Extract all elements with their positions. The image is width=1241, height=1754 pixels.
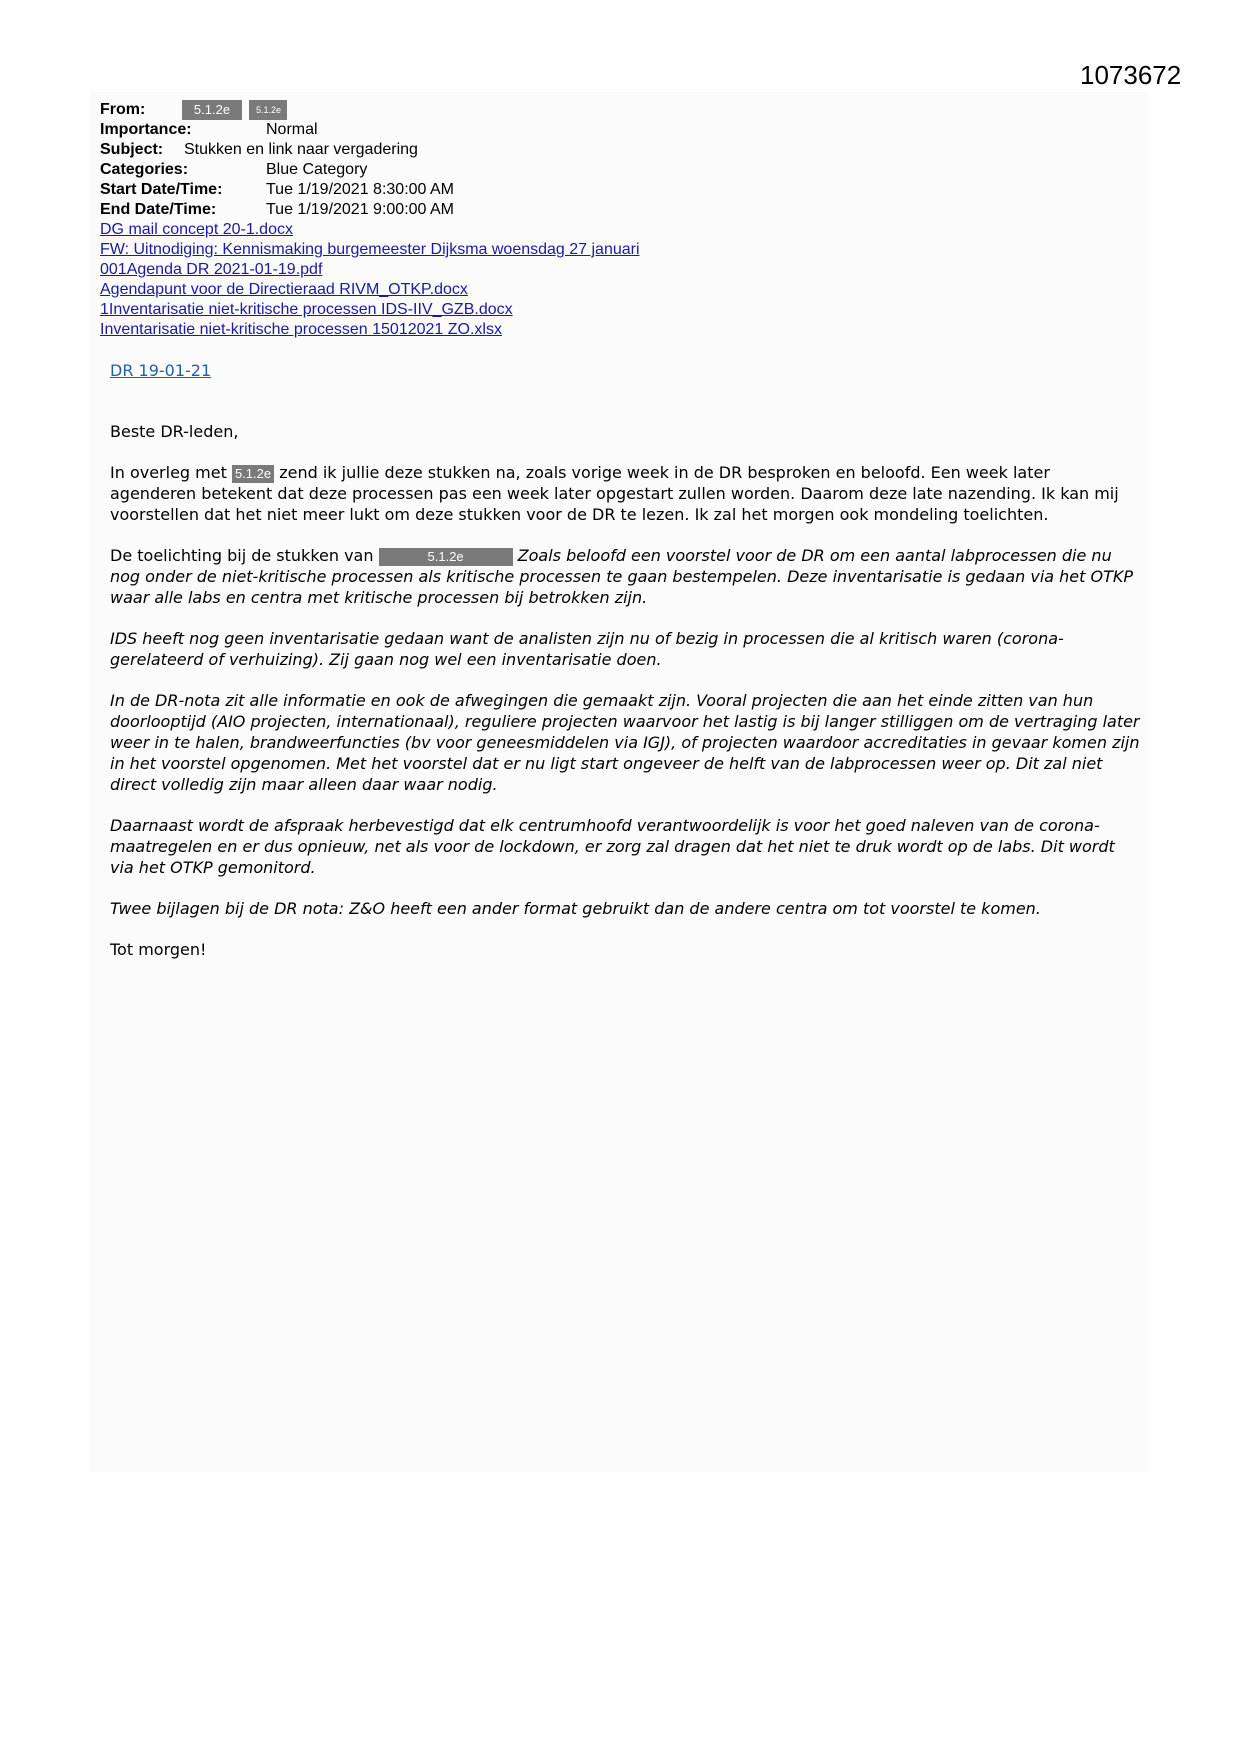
importance-row <box>100 120 318 140</box>
start-value: Tue 1/19/2021 8:30:00 AM <box>266 181 454 198</box>
subject-value: Stukken en link naar vergadering <box>184 141 418 158</box>
categories-label: Categories: <box>100 161 189 178</box>
email-body <box>110 360 1140 980</box>
paragraph-4: In de DR-nota zit alle informatie en ook de afwegingen die gemaakt zijn. Vooral projecten die aan het einde zitten van hun doorlooptijd (AIO projecten, internationaal), reguliere projecten waarvoor het lastig is bij langer stilliggen om de vertraging later weer in te halen, brandweerfuncties (bv voor geneesmiddelen via IGJ), of projecten waardoor accreditaties in gevaar komen zijn in het voorstel opgenomen. Met het voorstel dat er nu ligt start ongeveer de helft van de labprocessen weer op. Dit zal niet direct volledig zijn maar alleen daar waar nodig. <box>110 691 1140 794</box>
categories-value: Blue Category <box>266 161 368 178</box>
email-header <box>100 100 454 220</box>
attachment-link[interactable]: Agendapunt voor de Directieraad RIVM_OTKP.docx <box>100 281 468 298</box>
document-number: 1073672 <box>1080 60 1182 90</box>
importance-value: Normal <box>266 121 318 138</box>
paragraph-2 <box>110 545 1140 608</box>
start-row <box>100 180 454 200</box>
attachment-link[interactable]: 001Agenda DR 2021-01-19.pdf <box>100 261 323 278</box>
redaction-box: 5.1.2e <box>232 465 274 483</box>
attachment-link[interactable]: 1Inventarisatie niet-kritische processen IDS-IIV_GZB.docx <box>100 301 513 318</box>
from-row <box>100 100 281 120</box>
start-label: Start Date/Time: <box>100 181 223 198</box>
paragraph-3: IDS heeft nog geen inventarisatie gedaan want de analisten zijn nu of bezig in processen die al kritisch waren (corona-gerelateerd of verhuizing). Zij gaan nog wel een inventarisatie doen. <box>110 629 1064 669</box>
subject-row <box>100 140 418 160</box>
redaction-box: 5.1.2e <box>379 548 513 566</box>
end-row <box>100 200 454 220</box>
paragraph-1-rest: zend ik jullie deze stukken na, zoals vorige week in de DR besproken en beloofd. Een week later agenderen betekent dat deze processen pas een week later opgestart zullen worden. Daarom deze late nazending. Ik kan mij voorstellen dat het niet meer lukt om deze stukken voor de DR te lezen. Ik zal het morgen ook mondeling toelichten. <box>110 463 1119 524</box>
attachment-link[interactable]: Inventarisatie niet-kritische processen 15012021 ZO.xlsx <box>100 321 502 338</box>
importance-label: Importance: <box>100 121 192 138</box>
redaction-box: 5.1.2e <box>182 100 242 120</box>
attachment-link[interactable]: DG mail concept 20-1.docx <box>100 221 293 238</box>
subject-label: Subject: <box>100 141 164 158</box>
attachment-list <box>100 220 640 340</box>
from-label: From: <box>100 101 146 118</box>
greeting: Beste DR-leden, <box>110 422 239 441</box>
paragraph-2-start: De toelichting bij de stukken van <box>110 546 374 565</box>
end-label: End Date/Time: <box>100 201 217 218</box>
paragraph-1 <box>110 462 1140 525</box>
end-value: Tue 1/19/2021 9:00:00 AM <box>266 201 454 218</box>
meeting-link[interactable]: DR 19-01-21 <box>110 361 212 380</box>
paragraph-6: Twee bijlagen bij de DR nota: Z&O heeft een ander format gebruikt dan de andere centra om tot voorstel te komen. <box>110 899 1041 918</box>
categories-row <box>100 160 368 180</box>
redaction-box: 5.1.2e <box>249 100 287 120</box>
closing: Tot morgen! <box>110 940 207 959</box>
paragraph-5: Daarnaast wordt de afspraak herbevestigd dat elk centrumhoofd verantwoordelijk is voor het goed naleven van de corona-maatregelen en er dus opnieuw, net als voor de lockdown, er zorg zal dragen dat het niet te druk wordt op de labs. Dit wordt via het OTKP gemonitord. <box>110 816 1115 877</box>
attachment-link[interactable]: FW: Uitnodiging: Kennismaking burgemeester Dijksma woensdag 27 januari <box>100 241 640 258</box>
paragraph-1-start: In overleg met <box>110 463 227 482</box>
paragraph-2-rest: Zoals beloofd een voorstel voor de DR om een aantal labprocessen die nu nog onder de niet-kritische processen als kritische processen te gaan bestempelen. Deze inventarisatie is gedaan via het OTKP waar alle labs en centra met kritische processen bij betrokken zijn. <box>110 546 1134 607</box>
